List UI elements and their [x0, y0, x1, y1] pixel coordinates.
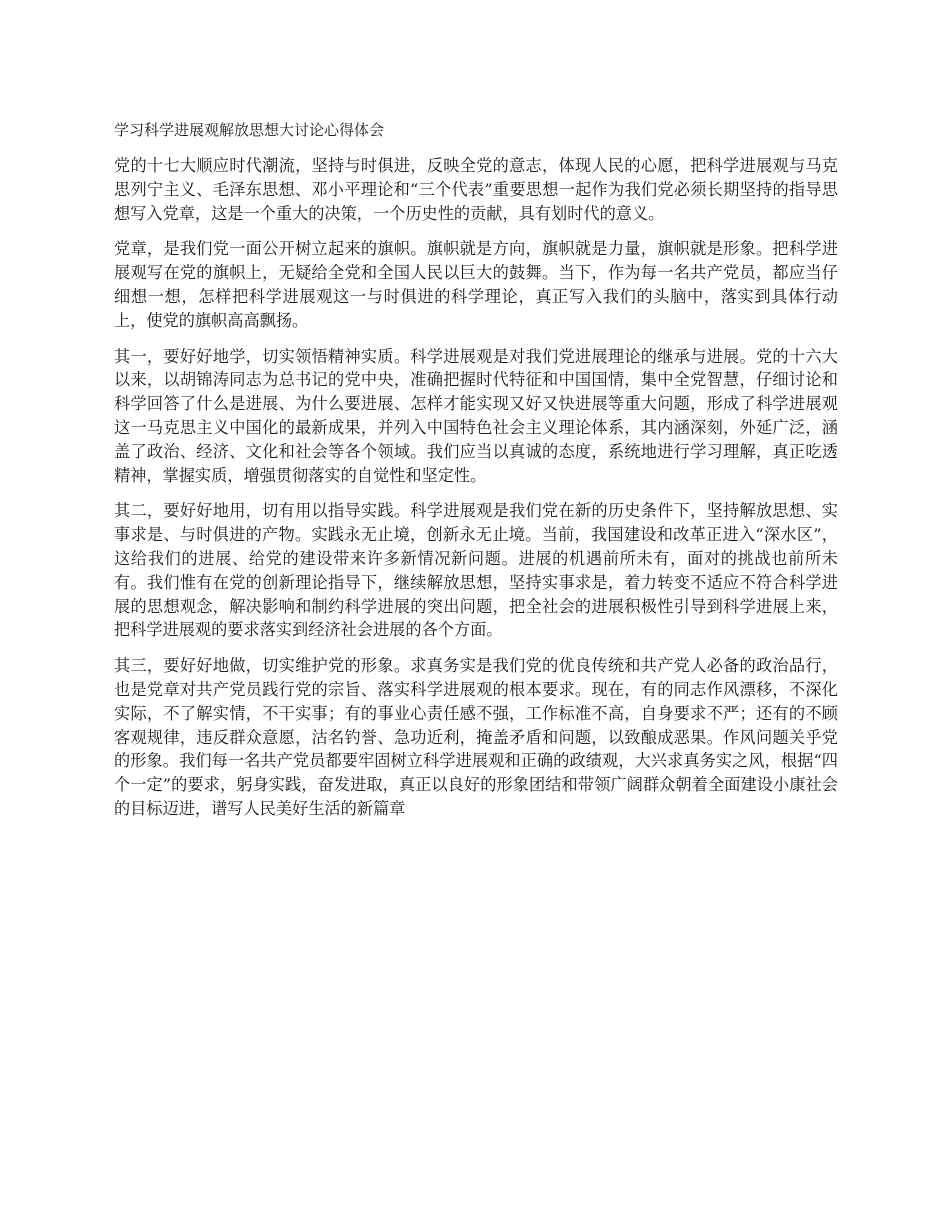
paragraph-first-point: 其一，要好好地学，切实领悟精神实质。科学进展观是对我们党进展理论的继承与进展。党的十六大以来，以胡锦涛同志为总书记的党中央，准确把握时代特征和中国国情，集中全党智慧，仔细讨论和科学回答了什么是进展、为什么要进展、怎样才能实现又好又快进展等重大问题，形成了科学进展观这一马克思主义中国化的最新成果，并列入中国特色社会主义理论体系，其内涵深刻，外延广泛，涵盖了政治、经济、文化和社会等各个领域。我们应当以真诚的态度，系统地进行学习理解，真正吃透精神，掌握实质，增强贯彻落实的自觉性和坚定性。 [114, 346, 838, 485]
paragraph-second-point: 其二，要好好地用，切有用以指导实践。科学进展观是我们党在新的历史条件下，坚持解放思想、实事求是、与时俱进的产物。实践永无止境，创新永无止境。当前，我国建设和改革正进入“深水区”，这给我们的进展、给党的建设带来许多新情况新问题。进展的机遇前所未有，面对的挑战也前所未有。我们惟有在党的创新理论指导下，继续解放思想，坚持实事求是，着力转变不适应不符合科学进展的思想观念，解决影响和制约科学进展的突出问题，把全社会的进展积极性引导到科学进展上来，把科学进展观的要求落实到经济社会进展的各个方面。 [114, 501, 838, 640]
paragraph-intro: 党的十七大顺应时代潮流，坚持与时俱进，反映全党的意志，体现人民的心愿，把科学进展观与马克思列宁主义、毛泽东思想、邓小平理论和“三个代表”重要思想一起作为我们党必须长期坚持的指导思想写入党章，这是一个重大的决策，一个历史性的贡献，具有划时代的意义。 [114, 156, 838, 223]
document-page [114, 118, 838, 833]
paragraph-third-point: 其三，要好好地做，切实维护党的形象。求真务实是我们党的优良传统和共产党人必备的政治品行，也是党章对共产党员践行党的宗旨、落实科学进展观的根本要求。现在，有的同志作风漂移，不深化实际，不了解实情，不干实事；有的事业心责任感不强，工作标准不高，自身要求不严；还有的不顾客观规律，违反群众意愿，沽名钓誉、急功近利，掩盖矛盾和问题，以致酿成恶果。作风问题关乎党的形象。我们每一名共产党员都要牢固树立科学进展观和正确的政绩观，大兴求真务实之风，根据“四个一定”的要求，躬身实践，奋发进取，真正以良好的形象团结和带领广阔群众朝着全面建设小康社会的目标迈进，谱写人民美好生活的新篇章 [114, 656, 838, 818]
document-title: 学习科学进展观解放思想大讨论心得体会 [114, 121, 385, 139]
paragraph-party-constitution: 党章，是我们党一面公开树立起来的旗帜。旗帜就是方向，旗帜就是力量，旗帜就是形象。把科学进展观写在党的旗帜上，无疑给全党和全国人民以巨大的鼓舞。当下，作为每一名共产党员，都应当仔细想一想，怎样把科学进展观这一与时俱进的科学理论，真正写入我们的头脑中，落实到具体行动上，使党的旗帜高高飘扬。 [114, 239, 838, 330]
